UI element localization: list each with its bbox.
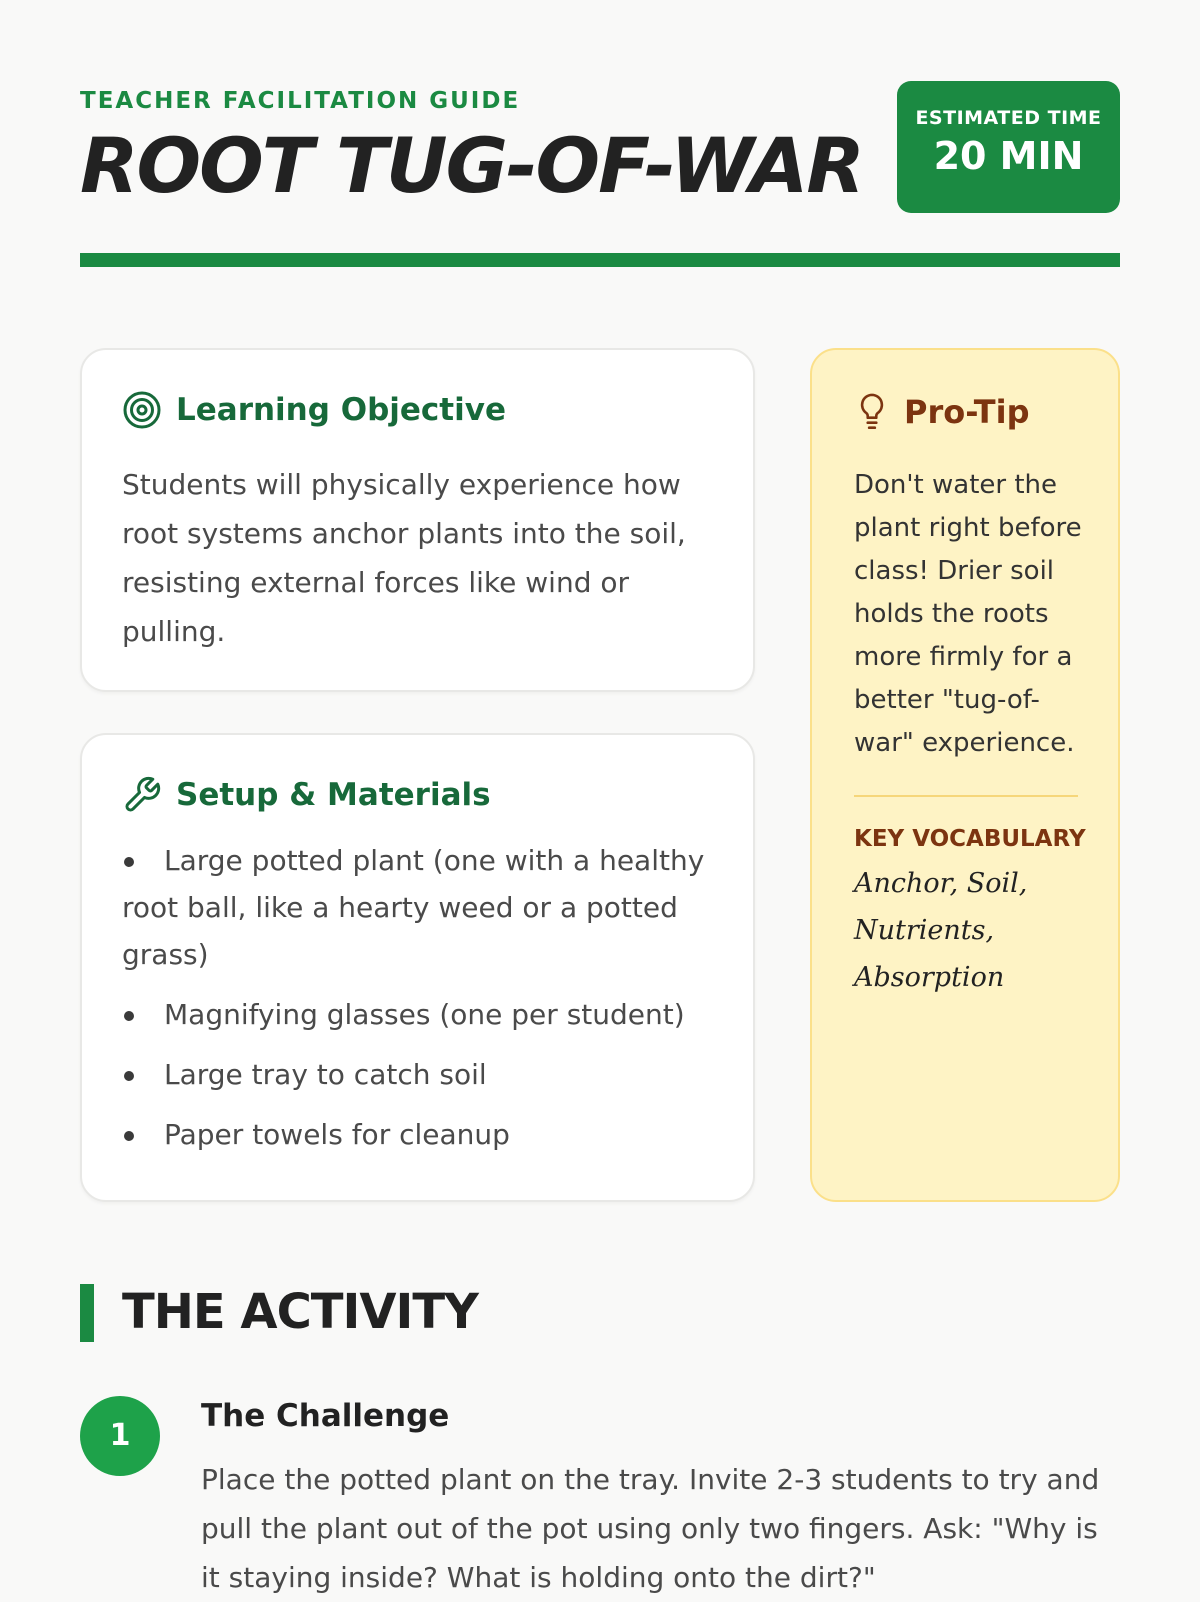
pro-tip-title: Pro-Tip bbox=[904, 393, 1030, 431]
learning-objective-title: Learning Objective bbox=[176, 392, 506, 428]
learning-objective-text: Students will physically experience how root systems anchor plants into the soil, resisting external forces like wind or pulling. bbox=[122, 468, 686, 648]
list-item: Paper towels for cleanup bbox=[122, 1111, 722, 1158]
list-item: Large tray to catch soil bbox=[122, 1051, 722, 1098]
header-divider bbox=[80, 253, 1120, 267]
guide-page bbox=[80, 0, 1120, 1600]
pro-tip-header bbox=[854, 392, 1030, 432]
pro-tip-divider bbox=[854, 795, 1078, 797]
pro-tip-card bbox=[810, 348, 1120, 1202]
pro-tip-text: Don't water the plant right before class! Drier soil holds the roots more firmly for a better "tug-of-war" experience. bbox=[854, 470, 1082, 758]
activity-heading-accent bbox=[80, 1284, 94, 1342]
estimated-time-badge bbox=[897, 81, 1120, 213]
key-vocabulary-words: Anchor, Soil, Nutrients, Absorption bbox=[854, 868, 1028, 993]
list-item: Magnifying glasses (one per student) bbox=[122, 991, 722, 1038]
setup-materials-card bbox=[80, 733, 755, 1202]
step-number-badge: 1 bbox=[80, 1396, 160, 1476]
learning-objective-card bbox=[80, 348, 755, 692]
step-text: Place the potted plant on the tray. Invite 2-3 students to try and pull the plant out of the pot using only two fingers. Ask: "Why is it staying inside? What is holding onto the dirt?" bbox=[201, 1463, 1100, 1594]
materials-list bbox=[122, 837, 722, 1171]
step-title: The Challenge bbox=[201, 1398, 450, 1434]
setup-materials-title: Setup & Materials bbox=[176, 777, 491, 813]
estimated-time-label: ESTIMATED TIME bbox=[915, 107, 1102, 129]
guide-eyebrow: TEACHER FACILITATION GUIDE bbox=[80, 88, 521, 114]
setup-materials-header bbox=[122, 775, 491, 815]
estimated-time-value: 20 MIN bbox=[933, 134, 1084, 178]
page-title: ROOT TUG-OF-WAR bbox=[80, 121, 863, 210]
key-vocabulary-label: KEY VOCABULARY bbox=[854, 826, 1086, 852]
activity-heading: THE ACTIVITY bbox=[122, 1284, 478, 1340]
wrench-icon bbox=[122, 775, 162, 815]
list-item: Large potted plant (one with a healthy root ball, like a hearty weed or a potted grass) bbox=[122, 837, 722, 978]
target-icon bbox=[122, 390, 162, 430]
lightbulb-icon bbox=[854, 392, 890, 432]
learning-objective-header bbox=[122, 390, 506, 430]
